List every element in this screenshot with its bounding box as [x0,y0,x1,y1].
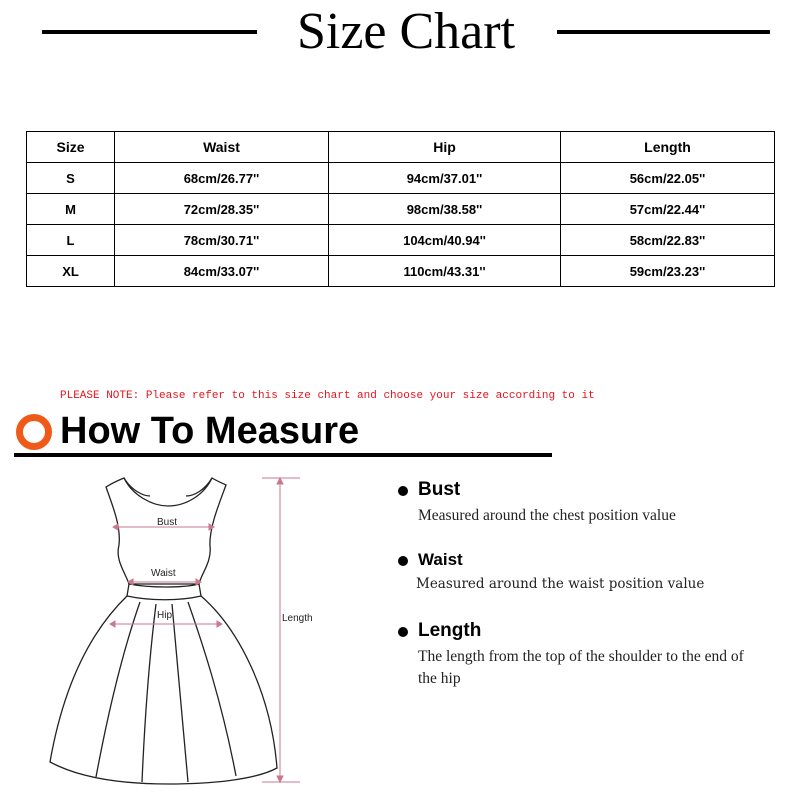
table-row [27,194,775,225]
measure-underline [14,453,552,457]
measure-header [14,408,554,460]
cell-waist: 84cm/33.07'' [115,256,329,287]
cell-size: L [27,225,115,256]
table-header-row [27,132,775,163]
title-line-left [42,30,257,34]
measure-item-heading: Length [418,620,482,641]
cell-waist: 68cm/26.77'' [115,163,329,194]
cell-length: 56cm/22.05'' [561,163,775,194]
header-hip: Hip [329,132,561,163]
measure-item-heading: Bust [418,479,461,500]
size-table [26,131,775,287]
title-line-right [557,30,770,34]
cell-size: S [27,163,115,194]
measure-item-text: Measured around the chest position value [418,507,676,524]
title-row [0,0,797,70]
dress-diagram [0,462,340,796]
cell-hip: 98cm/38.58'' [329,194,561,225]
diagram-label-bust: Bust [157,517,178,528]
header-length: Length [561,132,775,163]
cell-hip: 110cm/43.31'' [329,256,561,287]
table-row [27,163,775,194]
cell-waist: 78cm/30.71'' [115,225,329,256]
measure-title: How To Measure [60,410,360,452]
diagram-label-waist: Waist [151,568,176,579]
diagram-label-length: Length [282,613,313,624]
cell-hip: 94cm/37.01'' [329,163,561,194]
diagram-label-hip: Hip [157,610,173,621]
table-row [27,225,775,256]
cell-length: 57cm/22.44'' [561,194,775,225]
bullet-icon [398,556,408,566]
cell-size: XL [27,256,115,287]
cell-length: 59cm/23.23'' [561,256,775,287]
cell-hip: 104cm/40.94'' [329,225,561,256]
measure-item-heading: Waist [418,550,463,569]
bullet-icon [398,486,408,496]
cell-size: M [27,194,115,225]
measure-item-text: The length from the top of the shoulder to the end of the hip [418,648,744,687]
cell-length: 58cm/22.83'' [561,225,775,256]
orange-circle-icon [16,414,52,450]
size-note: PLEASE NOTE: Please refer to this size chart and choose your size according to it [60,390,595,402]
measure-item-text: Measured around the waist position value [416,576,705,592]
table-row [27,256,775,287]
cell-waist: 72cm/28.35'' [115,194,329,225]
header-waist: Waist [115,132,329,163]
header-size: Size [27,132,115,163]
bullet-icon [398,627,408,637]
page-title: Size Chart [296,3,516,60]
